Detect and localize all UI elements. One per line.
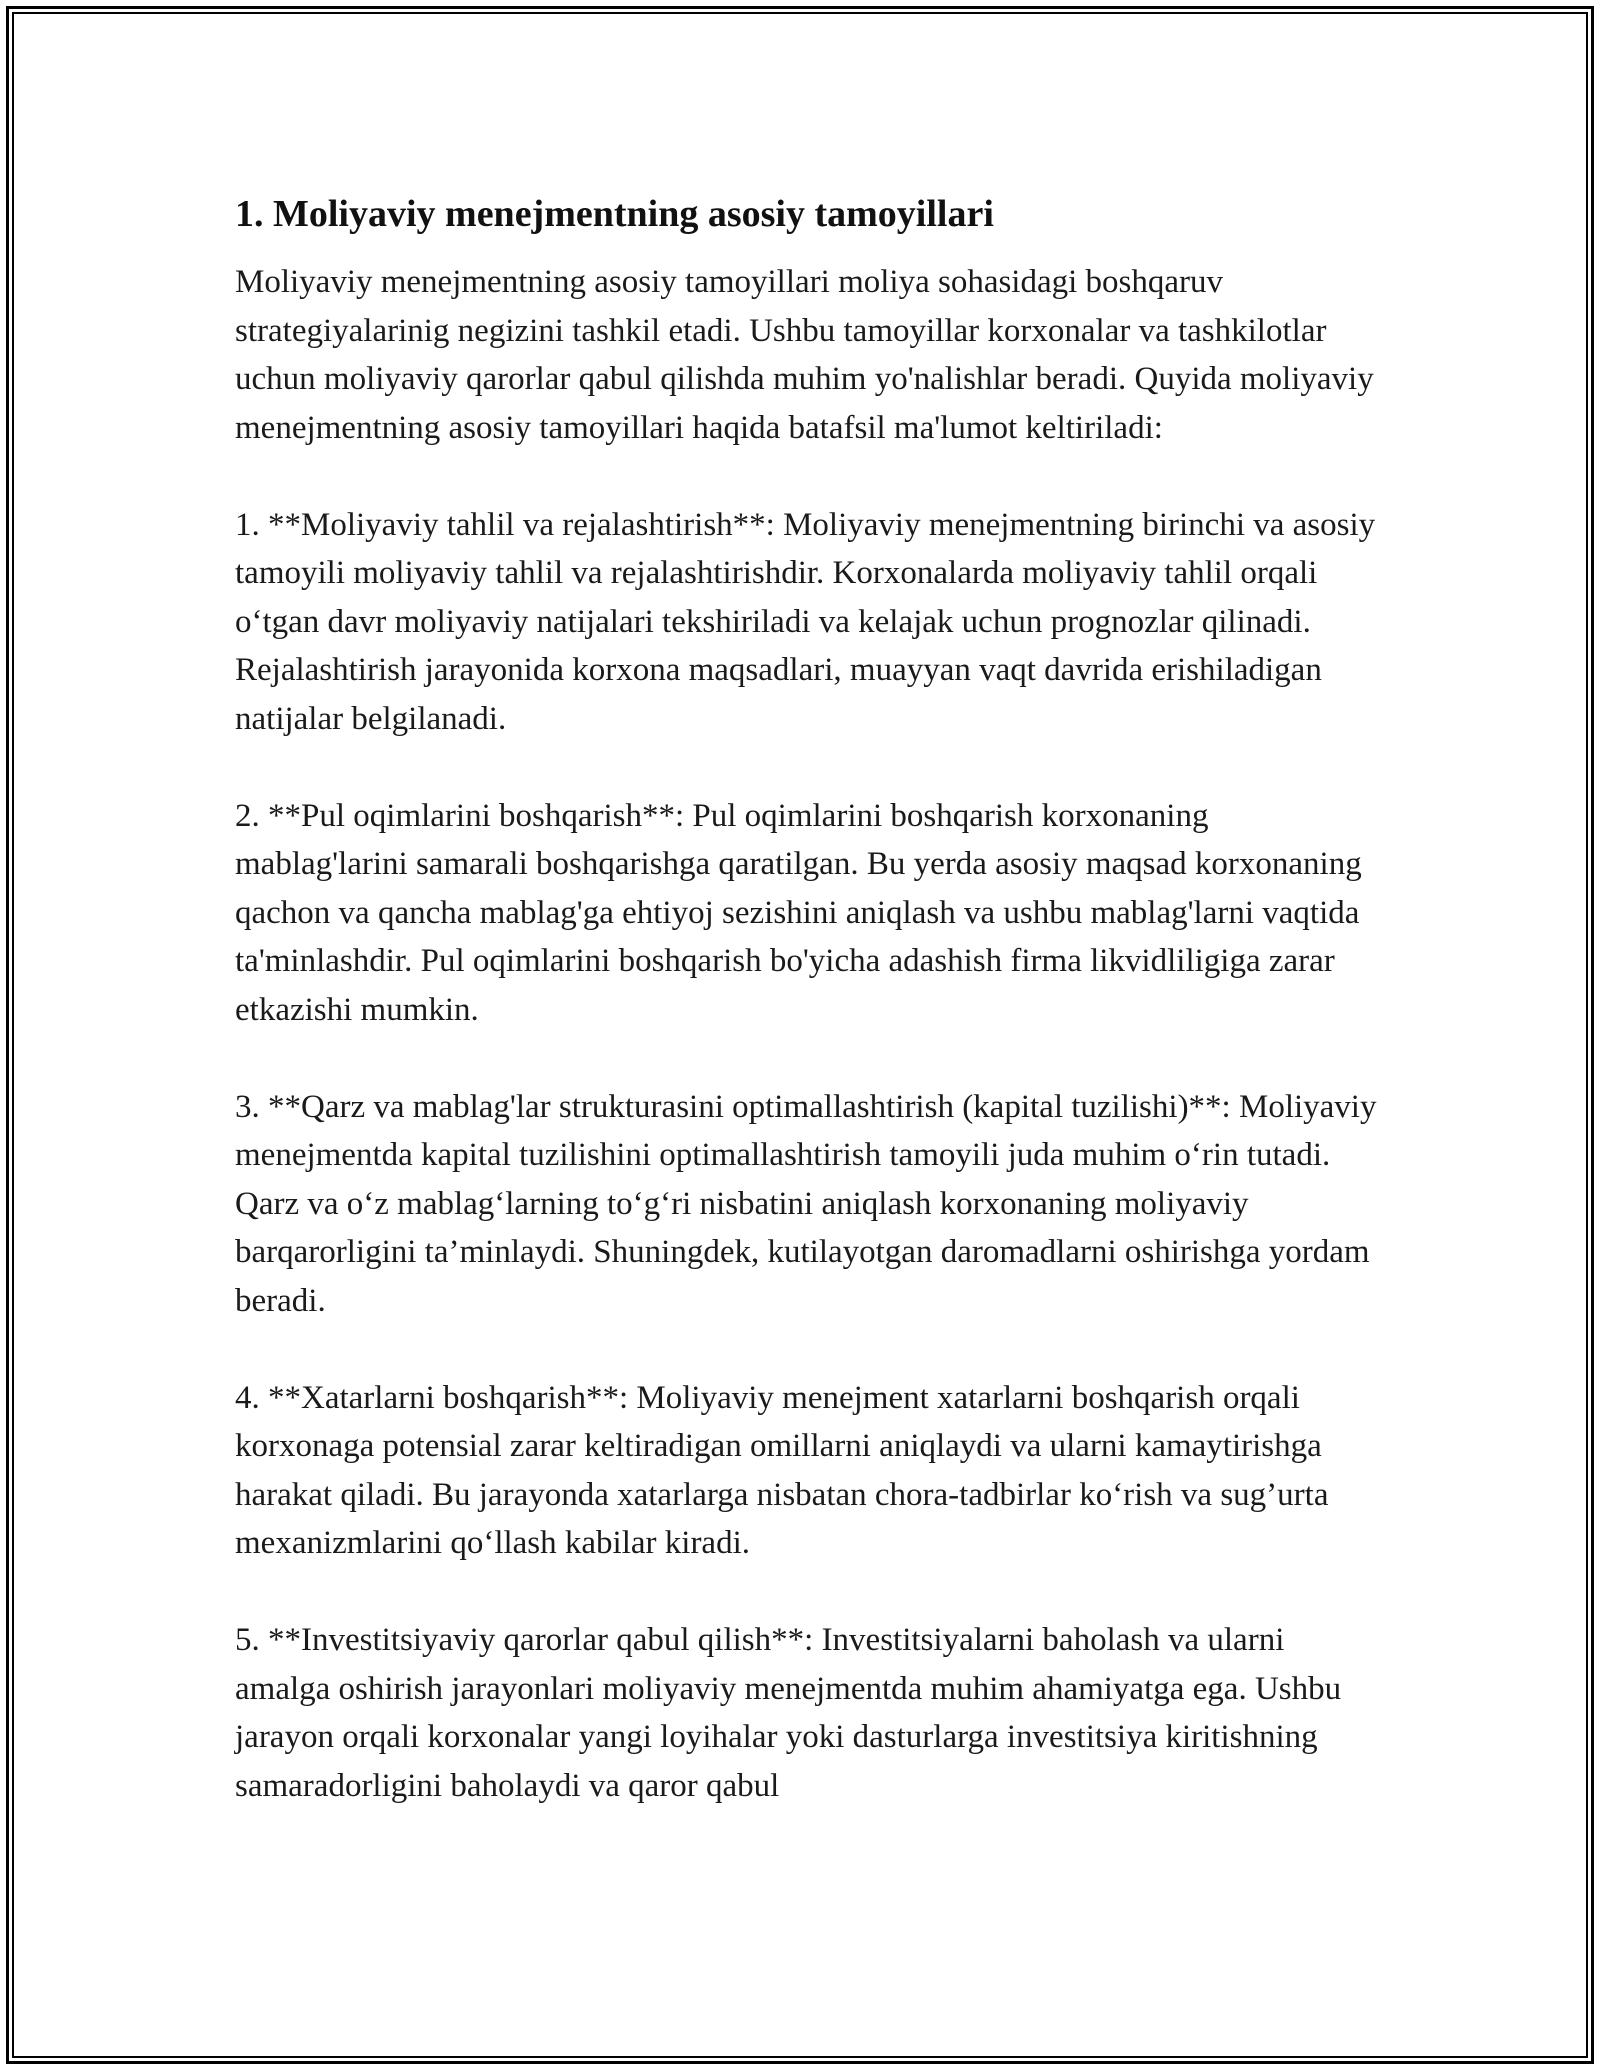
section-heading: 1. Moliyaviy menejmentning asosiy tamoyillari <box>235 193 994 235</box>
principle-paragraph-1: 1. **Moliyaviy tahlil va rejalashtirish**: Moliyaviy menejmentning birinchi va asosiy tamoyili moliyaviy tahlil va rejalashtirishdir. Korxonalarda moliyaviy tahlil orqali o‘tgan davr moliyaviy natijalari tekshiriladi va kelajak uchun prognozlar qilinadi. Rejalashtirish jarayonida korxona maqsadlari, muayyan vaqt davrida erishiladigan natijalar belgilanadi. <box>235 506 1376 737</box>
principle-paragraph-5: 5. **Investitsiyaviy qarorlar qabul qilish**: Investitsiyalarni baholash va ularni amalga oshirish jarayonlari moliyaviy menejmentda muhim ahamiyatga ega. Ushbu jarayon orqali korxonalar yangi loyihalar yoki dasturlarga investitsiya kiritishning samaradorligini baholaydi va qaror qabul <box>235 1622 1342 1804</box>
principle-paragraph-4: 4. **Xatarlarni boshqarish**: Moliyaviy menejment xatarlarni boshqarish orqali korxonaga potensial zarar keltiradigan omillarni aniqlaydi va ularni kamaytirishga harakat qiladi. Bu jarayonda xatarlarga nisbatan chora-tadbirlar ko‘rish va sug’urta mexanizmlarini qo‘llash kabilar kiradi. <box>235 1379 1329 1561</box>
document-body <box>235 188 1385 1859</box>
intro-paragraph: Moliyaviy menejmentning asosiy tamoyillari moliya sohasidagi boshqaruv strategiyalarinig negizini tashkil etadi. Ushbu tamoyillar korxonalar va tashkilotlar uchun moliyaviy qarorlar qabul qilishda muhim yo'nalishlar beradi. Quyida moliyaviy menejmentning asosiy tamoyillari haqida batafsil ma'lumot keltiriladi: <box>235 264 1374 446</box>
principle-paragraph-3: 3. **Qarz va mablag'lar strukturasini optimallashtirish (kapital tuzilishi)**: Moliyaviy menejmentda kapital tuzilishini optimallashtirish tamoyili juda muhim o‘rin tutadi. Qarz va o‘z mablag‘larning to‘g‘ri nisbatini aniqlash korxonaning moliyaviy barqarorligini ta’minlaydi. Shuningdek, kutilayotgan daromadlarni oshirishga yordam beradi. <box>235 1088 1377 1319</box>
principle-paragraph-2: 2. **Pul oqimlarini boshqarish**: Pul oqimlarini boshqarish korxonaning mablag'larini samarali boshqarishga qaratilgan. Bu yerda asosiy maqsad korxonaning qachon va qancha mablag'ga ehtiyoj sezishini aniqlash va ushbu mablag'larni vaqtida ta'minlashdir. Pul oqimlarini boshqarish bo'yicha adashish firma likvidliligiga zarar etkazishi mumkin. <box>235 797 1362 1028</box>
